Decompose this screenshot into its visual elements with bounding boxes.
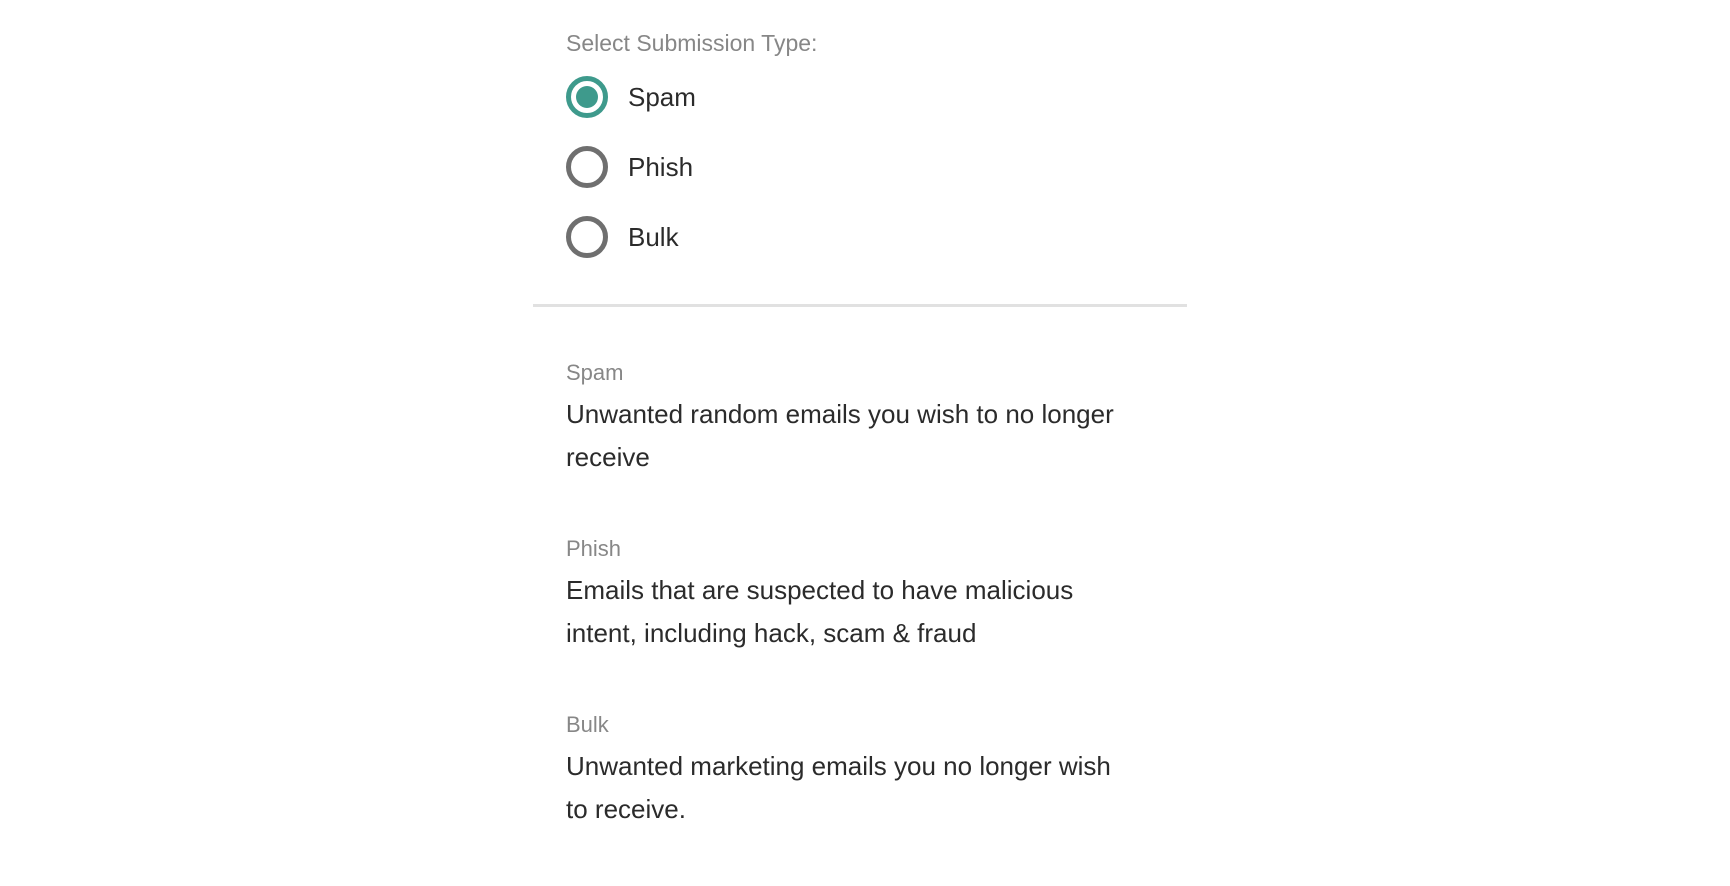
radio-button-icon[interactable] (566, 76, 608, 118)
description-body: Unwanted random emails you wish to no longer receive (566, 399, 1114, 472)
radio-option-label: Spam (628, 81, 696, 112)
radio-button-icon[interactable] (566, 216, 608, 258)
radio-option-label: Bulk (628, 221, 679, 252)
radio-option-phish[interactable] (566, 146, 1187, 188)
submission-type-section (533, 30, 1187, 258)
description-bulk (566, 711, 1187, 831)
description-title: Phish (566, 536, 622, 561)
submission-form-panel (533, 0, 1187, 831)
radio-button-icon[interactable] (566, 146, 608, 188)
description-spam (566, 359, 1187, 479)
radio-option-label: Phish (628, 151, 694, 182)
description-body: Unwanted marketing emails you no longer wish to receive. (566, 751, 1111, 824)
description-title: Spam (566, 360, 624, 385)
radio-option-bulk[interactable] (566, 216, 1187, 258)
radio-selected-dot-icon (576, 86, 598, 108)
type-descriptions (533, 359, 1187, 831)
description-title: Bulk (566, 712, 609, 737)
description-phish (566, 535, 1187, 655)
section-divider (533, 304, 1187, 307)
radio-option-spam[interactable] (566, 76, 1187, 118)
submission-type-radio-group (566, 76, 1187, 258)
submission-type-label: Select Submission Type: (566, 30, 818, 56)
description-body: Emails that are suspected to have malicious intent, including hack, scam & fraud (566, 575, 1074, 648)
